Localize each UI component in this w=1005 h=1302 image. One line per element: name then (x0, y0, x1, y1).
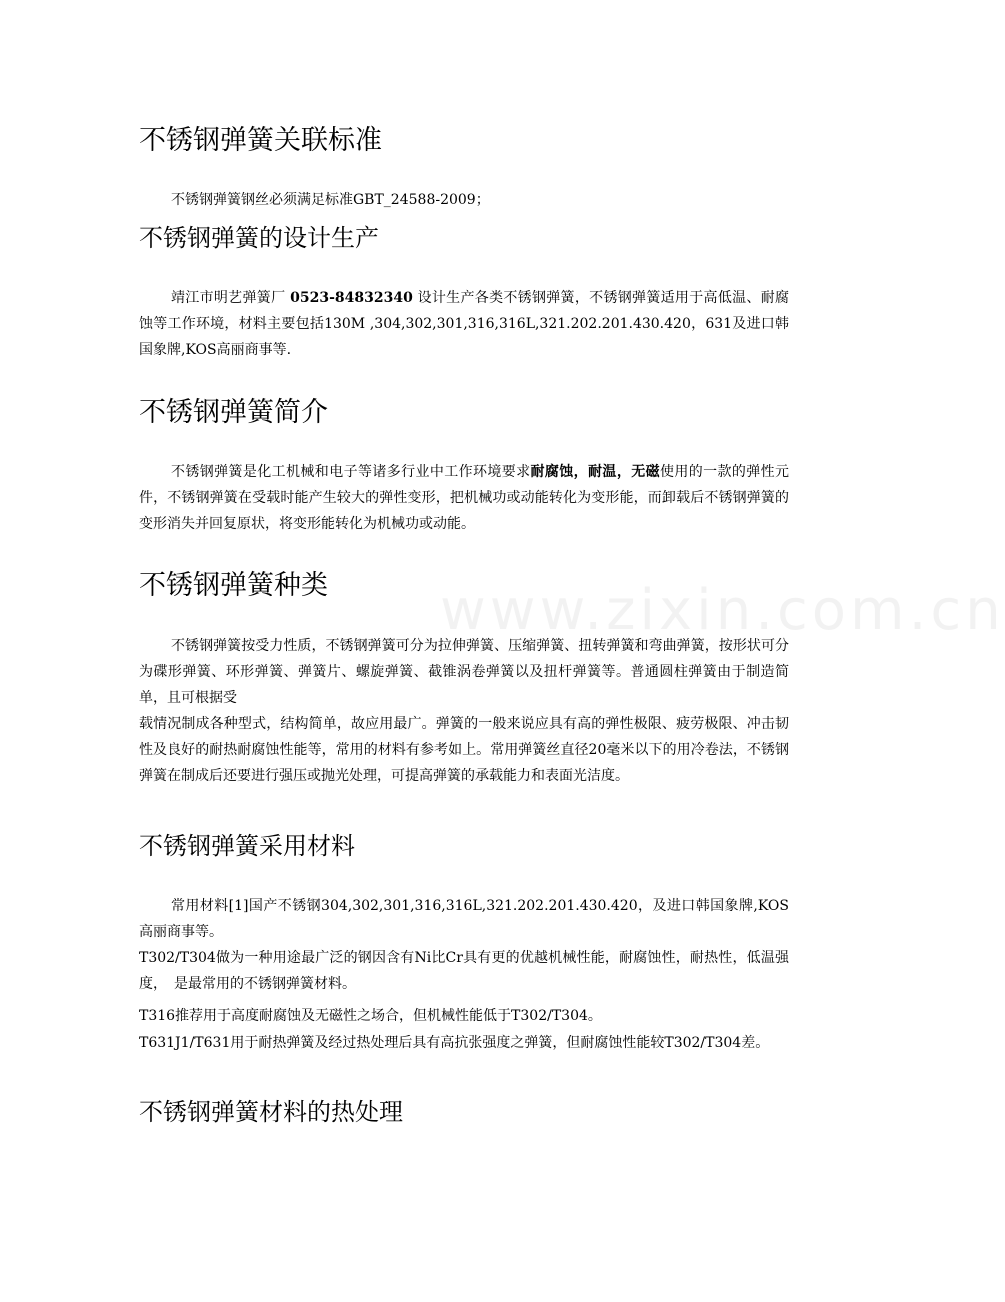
paragraph-types-2: 载情况制成各种型式，结构简单，故应用最广。弹簧的一般来说应具有高的弹性极限、疲劳极限、冲击韧性及良好的耐热耐腐蚀性能等，常用的材料有参考如上。常用弹簧丝直径20毫米以下的用冷卷法，不锈钢弹簧在制成后还要进行强压或抛光处理，可提高弹簧的承载能力和表面光洁度。 (139, 716, 789, 784)
paragraph-standard: 不锈钢弹簧钢丝必须满足标准GBT_24588-2009； (171, 192, 490, 208)
paragraph-intro (139, 459, 789, 537)
watermark: www.zixin.com.cn (440, 578, 1005, 643)
company-name: 靖江市明艺弹簧厂 (171, 290, 286, 306)
heading-intro: 不锈钢弹簧简介 (139, 397, 328, 428)
heading-types: 不锈钢弹簧种类 (139, 570, 328, 601)
heading-heat-treatment: 不锈钢弹簧材料的热处理 (139, 1098, 403, 1126)
paragraph-design (139, 285, 789, 363)
intro-text-before: 不锈钢弹簧是化工机械和电子等诸多行业中工作环境要求 (171, 464, 531, 480)
intro-text-after: 使用的一款的弹性元件，不锈钢弹簧在受载时能产生较大的弹性变形，把机械功或动能转化为变形能，而卸载后不锈钢弹簧的变形消失并回复原状，将变形能转化为机械功或动能。 (139, 464, 790, 532)
design-text: 设计生产各类不锈钢弹簧，不锈钢弹簧适用于高低温、耐腐蚀等工作环境，材料主要包括130M ,304,302,301,316,316L,321.202.201.430.420，631及进口韩国象牌,KOS高丽商事等. (139, 290, 790, 358)
phone-number: 0523-84832340 (290, 290, 413, 306)
paragraph-materials-4: T631J1/T631用于耐热弹簧及经过热处理后具有高抗张强度之弹簧，但耐腐蚀性能较T302/T304差。 (139, 1035, 770, 1051)
paragraph-types-1: 不锈钢弹簧按受力性质，不锈钢弹簧可分为拉伸弹簧、压缩弹簧、扭转弹簧和弯曲弹簧，按形状可分为碟形弹簧、环形弹簧、弹簧片、螺旋弹簧、截锥涡卷弹簧以及扭杆弹簧等。普通圆柱弹簧由于制造简单，且可根据受 (139, 638, 789, 706)
heading-standard: 不锈钢弹簧关联标准 (139, 125, 382, 156)
paragraph-materials-1: 常用材料[1]国产不锈钢304,302,301,316,316L,321.202.201.430.420，及进口韩国象牌,KOS高丽商事等。 (139, 898, 789, 940)
intro-bold-properties: 耐腐蚀，耐温，无磁 (530, 464, 660, 480)
paragraph-materials-3: T316推荐用于高度耐腐蚀及无磁性之场合，但机械性能低于T302/T304。 (139, 1008, 602, 1024)
paragraph-materials-2: T302/T304做为一种用途最广泛的钢因含有Ni比Cr具有更的优越机械性能，耐腐蚀性，耐热性，低温强度， 是最常用的不锈钢弹簧材料。 (139, 950, 789, 992)
heading-materials: 不锈钢弹簧采用材料 (139, 832, 355, 860)
heading-design: 不锈钢弹簧的设计生产 (139, 224, 379, 252)
